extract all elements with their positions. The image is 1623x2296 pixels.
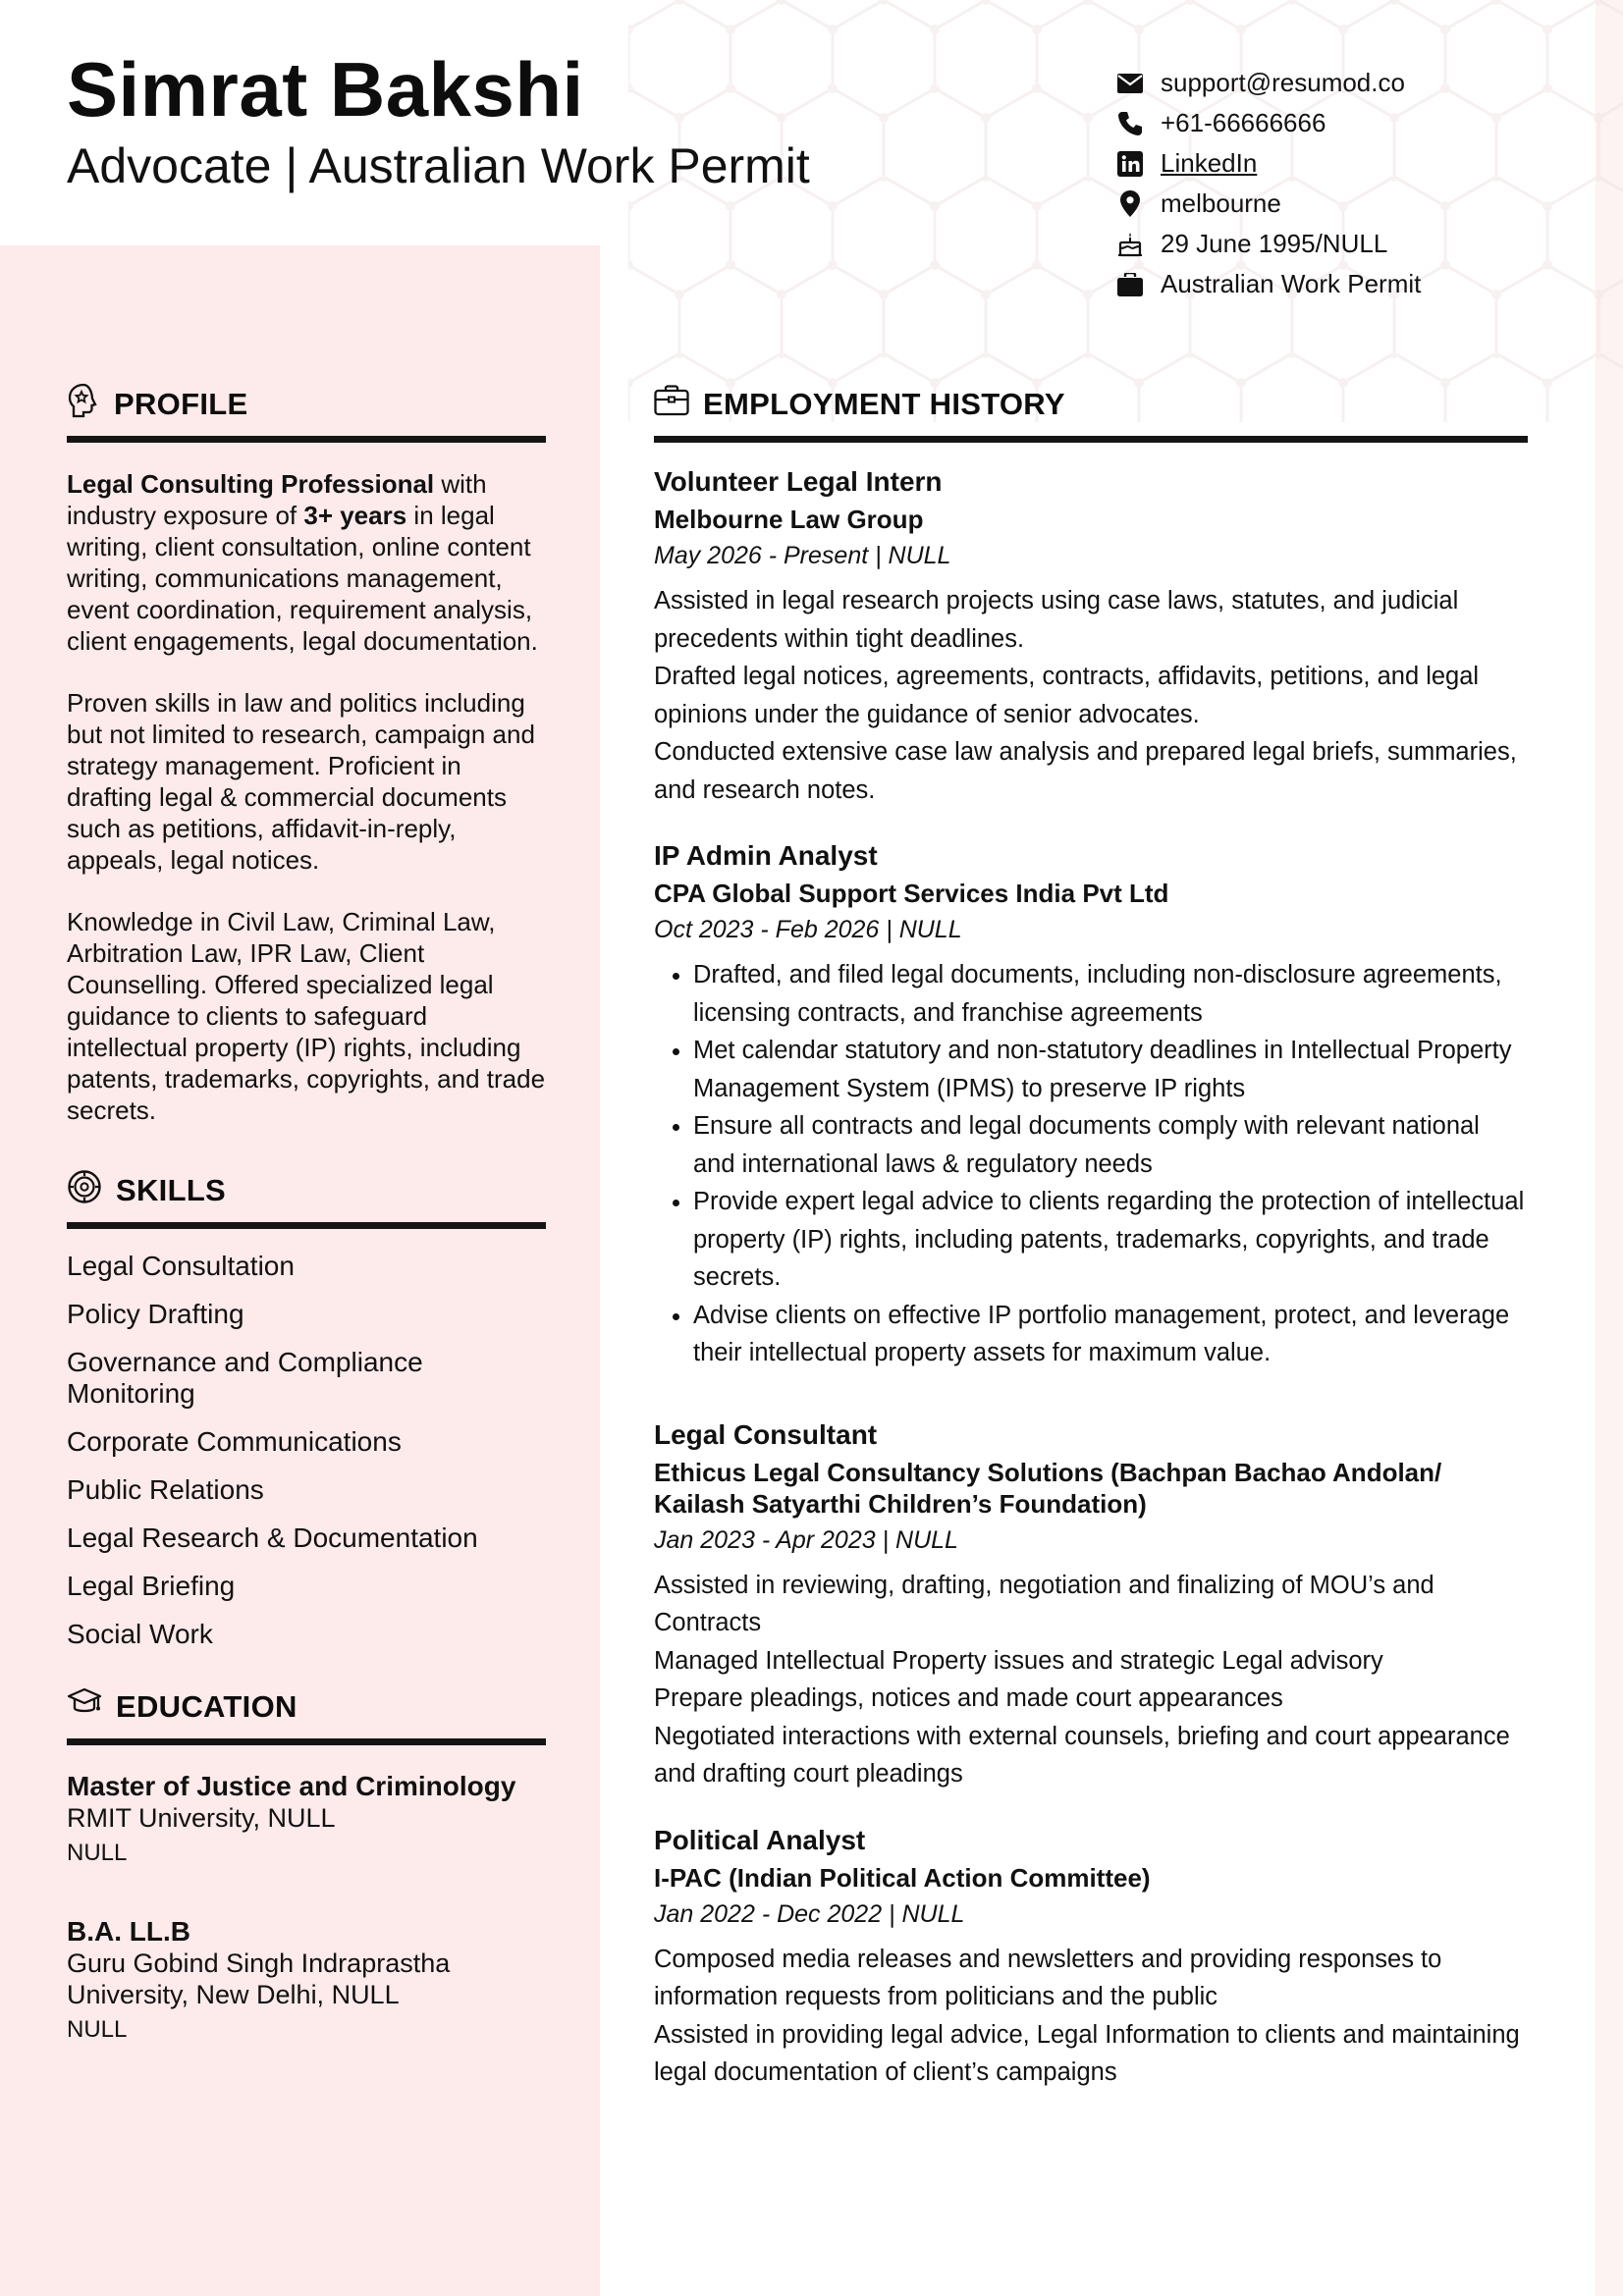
contact-work-permit-text: Australian Work Permit — [1161, 269, 1422, 298]
skill-item: Policy Drafting — [67, 1299, 244, 1329]
skill-item: Governance and Compliance Monitoring — [67, 1347, 423, 1409]
profile-paragraph-3: Knowledge in Civil Law, Criminal Law, Arbitration Law, IPR Law, Client Counselling. Offered specialized legal guidance to clients to safeguard intellectual property (IP) rights, including patents, trademarks, copyrights, and trade secrets. — [67, 907, 546, 1125]
education-date: NULL — [67, 2016, 128, 2043]
skills-heading-rule — [67, 1222, 546, 1229]
contact-email[interactable] — [1117, 63, 1421, 103]
contact-list — [1117, 63, 1421, 304]
employment-section — [654, 381, 1528, 2092]
job-entry — [654, 1823, 1528, 2092]
job-description — [654, 1567, 1528, 1793]
job-date: Jan 2022 - Dec 2022 | NULL — [654, 1899, 965, 1928]
contact-location — [1117, 184, 1421, 224]
skill-item: Corporate Communications — [67, 1426, 402, 1457]
briefcase-icon — [654, 385, 689, 424]
job-title: Legal Consultant — [654, 1418, 878, 1450]
job-bullet: • Provide expert legal advice to clients regarding the protection of intellectual property (IP) rights, including patents, trademarks, copyrights, and trade secrets. — [693, 1183, 1528, 1297]
job-bullet: • Ensure all contracts and legal documents comply with relevant national and international laws & regulatory needs — [693, 1107, 1528, 1183]
profile-section — [67, 381, 546, 1126]
contact-linkedin-link[interactable]: LinkedIn — [1161, 148, 1258, 178]
contact-location-text: melbourne — [1161, 188, 1281, 218]
candidate-name: Simrat Bakshi — [67, 46, 584, 133]
contact-email-text: support@resumod.co — [1161, 68, 1405, 97]
contact-work-permit — [1117, 264, 1421, 304]
education-degree: B.A. LL.B — [67, 1916, 190, 1947]
skills-heading — [67, 1167, 546, 1214]
education-heading-rule — [67, 1738, 546, 1745]
contact-phone[interactable] — [1117, 103, 1421, 143]
job-description-line: Composed media releases and newsletters and providing responses to information requests from politicians and the public — [654, 1945, 1442, 2010]
contact-birthdate-text: 29 June 1995/NULL — [1161, 229, 1388, 258]
head-skills-icon — [67, 1169, 102, 1212]
job-company: CPA Global Support Services India Pvt Ltd — [654, 879, 1169, 908]
job-description-line: Assisted in reviewing, drafting, negotiation and finalizing of MOU’s and Contracts — [654, 1571, 1434, 1636]
education-section — [67, 1683, 546, 2048]
job-bullet: • Drafted, and filed legal documents, including non-disclosure agreements, licensing contracts, and franchise agreements — [693, 956, 1528, 1032]
job-bullet: • Advise clients on effective IP portfolio management, protect, and leverage their intellectual property assets for maximum value. — [693, 1297, 1528, 1372]
briefcase-icon — [1117, 272, 1143, 297]
contact-phone-text: +61-66666666 — [1161, 108, 1326, 137]
right-column — [654, 381, 1528, 2092]
job-title: Political Analyst — [654, 1824, 866, 1855]
employment-heading-rule — [654, 436, 1528, 443]
job-company: Melbourne Law Group — [654, 505, 924, 534]
education-heading-text: EDUCATION — [116, 1689, 298, 1724]
profile-text-segment: with industry exposure of — [67, 469, 487, 530]
birthday-cake-icon — [1117, 232, 1143, 257]
job-date: Oct 2023 - Feb 2026 | NULL — [654, 916, 962, 943]
education-school: RMIT University, NULL — [67, 1803, 336, 1833]
job-entry — [654, 838, 1528, 1372]
profile-paragraph-1 — [67, 468, 546, 657]
skills-heading-text: SKILLS — [116, 1173, 227, 1207]
job-bullet: • Met calendar statutory and non-statutory deadlines in Intellectual Property Management System (IPMS) to preserve IP rights — [693, 1032, 1528, 1107]
employment-heading-text: EMPLOYMENT HISTORY — [703, 387, 1065, 421]
job-description — [654, 582, 1528, 809]
education-item — [67, 1771, 546, 1871]
job-description-line: Managed Intellectual Property issues and strategic Legal advisory — [654, 1646, 1383, 1675]
profile-paragraph-2: Proven skills in law and politics including but not limited to research, campaign and strategy management. Proficient in drafting legal & commercial documents such as petitions, affidavit-in-reply, appeals, legal notices. — [67, 688, 535, 875]
contact-birthdate — [1117, 224, 1421, 264]
linkedin-icon — [1117, 151, 1143, 177]
profile-emphasis-role: Legal Consulting Professional — [67, 469, 435, 499]
phone-icon — [1117, 111, 1143, 136]
job-description-line: Negotiated interactions with external counsels, briefing and court appearance and drafting court pleadings — [654, 1722, 1510, 1788]
graduation-cap-icon — [67, 1687, 102, 1727]
job-description-line: Drafted legal notices, agreements, contracts, affidavits, petitions, and legal opinions under the guidance of senior advocates. — [654, 663, 1480, 728]
candidate-title: Advocate | Australian Work Permit — [67, 138, 810, 193]
job-description-line: Assisted in legal research projects using case laws, statutes, and judicial precedents within tight deadlines. — [654, 587, 1459, 653]
envelope-icon — [1117, 71, 1143, 96]
education-school: Guru Gobind Singh Indraprastha University, New Delhi, NULL — [67, 1949, 451, 2009]
skill-item: Legal Consultation — [67, 1251, 295, 1281]
head-idea-icon — [67, 383, 100, 426]
education-heading — [67, 1683, 546, 1731]
job-entry — [654, 1417, 1528, 1793]
location-pin-icon — [1117, 191, 1143, 217]
job-date: Jan 2023 - Apr 2023 | NULL — [654, 1525, 958, 1554]
profile-heading-rule — [67, 436, 546, 443]
job-description-line: Assisted in providing legal advice, Legal Information to clients and maintaining legal documentation of client’s campaigns — [654, 2020, 1520, 2086]
education-date: NULL — [67, 1840, 128, 1866]
skill-item: Public Relations — [67, 1474, 264, 1505]
skills-list — [67, 1251, 546, 1650]
education-item — [67, 1916, 546, 2048]
job-description — [654, 1941, 1528, 2092]
job-entry — [654, 464, 1528, 809]
job-description-line: Prepare pleadings, notices and made court appearances — [654, 1684, 1283, 1712]
employment-heading — [654, 381, 1528, 428]
profile-emphasis-years: 3+ years — [303, 501, 407, 530]
profile-heading-text: PROFILE — [114, 387, 248, 421]
job-description-line: Conducted extensive case law analysis and prepared legal briefs, summaries, and research notes. — [654, 738, 1517, 804]
skill-item: Social Work — [67, 1619, 213, 1649]
job-date: May 2026 - Present | NULL — [654, 542, 951, 569]
education-degree: Master of Justice and Criminology — [67, 1771, 516, 1801]
skills-section — [67, 1167, 546, 1650]
skill-item: Legal Briefing — [67, 1571, 236, 1601]
job-bullet-list — [654, 956, 1528, 1372]
skill-item: Legal Research & Documentation — [67, 1522, 478, 1553]
profile-text-segment: in legal writing, client consultation, online content writing, communications management, event coordination, requirement analysis, client engagements, legal documentation. — [67, 501, 538, 656]
job-title: Volunteer Legal Intern — [654, 466, 943, 497]
job-title: IP Admin Analyst — [654, 840, 878, 871]
job-company: I-PAC (Indian Political Action Committee) — [654, 1862, 1151, 1893]
job-company: Ethicus Legal Consultancy Solutions (Bachpan Bachao Andolan/ Kailash Satyarthi Children’s Foundation) — [654, 1457, 1442, 1519]
contact-linkedin[interactable] — [1117, 143, 1421, 184]
profile-heading — [67, 381, 546, 428]
left-column — [67, 381, 546, 2048]
